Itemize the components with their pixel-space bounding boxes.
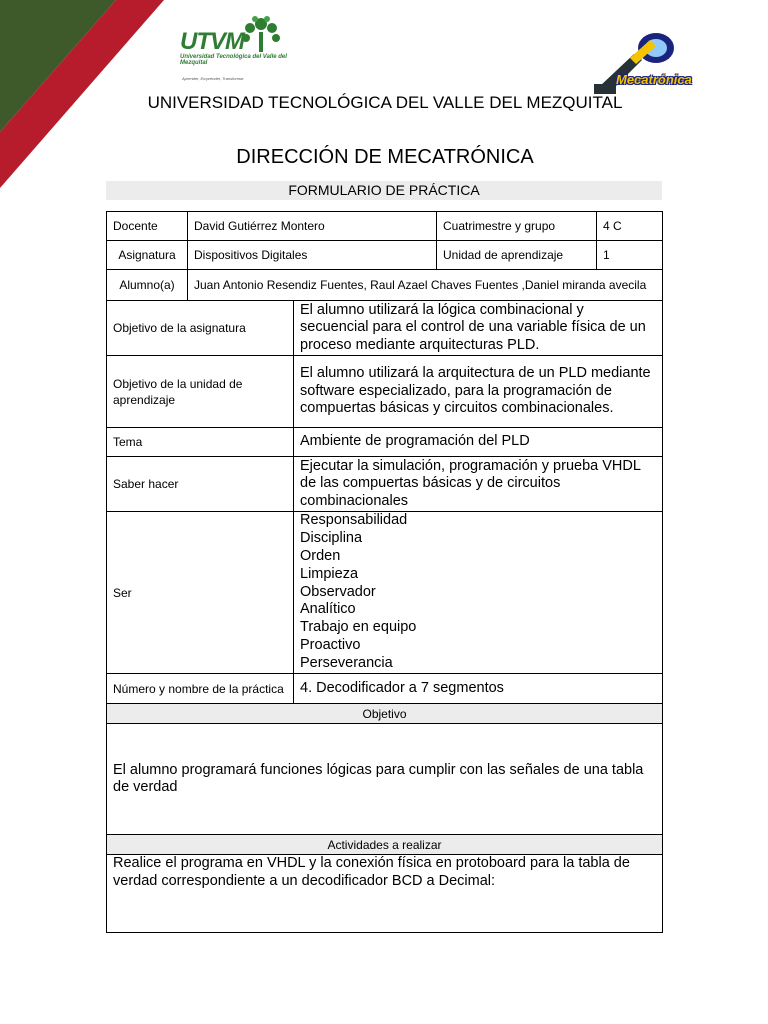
robot-arm-icon xyxy=(590,30,708,100)
direction-title: DIRECCIÓN DE MECATRÓNICA xyxy=(236,146,534,168)
objetivo-header-row xyxy=(107,704,663,724)
saber-hacer-label: Saber hacer xyxy=(107,457,294,512)
alumno-row xyxy=(107,270,663,301)
ser-item: Perseverancia xyxy=(300,654,393,671)
practice-form-table xyxy=(106,211,663,933)
utvm-logo xyxy=(176,14,288,86)
unidad-label: Unidad de aprendizaje xyxy=(437,241,597,270)
tree-icon xyxy=(238,14,284,54)
practica-row xyxy=(107,674,663,704)
utvm-slogan: Aprender, Emprender, Transformar xyxy=(182,76,244,81)
asignatura-value: Dispositivos Digitales xyxy=(188,241,437,270)
ser-label: Ser xyxy=(107,512,294,674)
alumno-value: Juan Antonio Resendiz Fuentes, Raul Azael Chaves Fuentes ,Daniel miranda avecila xyxy=(188,270,663,301)
objetivo-text: El alumno programará funciones lógicas para cumplir con las señales de una tabla de verdad xyxy=(107,724,663,835)
docente-value: David Gutiérrez Montero xyxy=(188,212,437,241)
form-title: FORMULARIO DE PRÁCTICA xyxy=(106,181,662,200)
objetivo-asignatura-label: Objetivo de la asignatura xyxy=(107,301,294,356)
objetivo-asignatura-row xyxy=(107,301,663,356)
objetivo-header: Objetivo xyxy=(107,704,663,724)
objetivo-unidad-row xyxy=(107,356,663,428)
saber-hacer-row xyxy=(107,457,663,512)
ser-item: Proactivo xyxy=(300,636,361,653)
utvm-brand: UTVM xyxy=(180,28,244,55)
actividades-text-row xyxy=(107,855,663,933)
utvm-subtitle: Universidad Tecnológica del Valle del Mezquital xyxy=(180,54,287,66)
practica-label: Número y nombre de la práctica xyxy=(107,674,294,704)
objetivo-unidad-label: Objetivo de la unidad de aprendizaje xyxy=(107,356,294,428)
ser-list xyxy=(294,512,663,674)
ser-item: Trabajo en equipo xyxy=(300,619,417,636)
tema-value: Ambiente de programación del PLD xyxy=(294,428,663,457)
ser-item: Disciplina xyxy=(300,530,363,547)
asignatura-row xyxy=(107,241,663,270)
docente-row xyxy=(107,212,663,241)
objetivo-unidad-value: El alumno utilizará la arquitectura de un PLD mediante software especializado, para la programación de compuertas básicas y circuitos combinacionales. xyxy=(294,356,663,428)
mecatronica-text: Mecatrónica xyxy=(616,72,692,87)
actividades-text: Realice el programa en VHDL y la conexión física en protoboard para la tabla de verdad correspondiente a un decodificador BCD a Decimal: xyxy=(107,855,663,933)
tema-label: Tema xyxy=(107,428,294,457)
tema-row xyxy=(107,428,663,457)
actividades-header: Actividades a realizar xyxy=(107,835,663,855)
ser-item: Analítico xyxy=(300,601,356,618)
ser-item: Orden xyxy=(300,548,341,564)
actividades-header-row xyxy=(107,835,663,855)
ser-row xyxy=(107,512,663,674)
practica-value: 4. Decodificador a 7 segmentos xyxy=(294,674,663,704)
university-title: UNIVERSIDAD TECNOLÓGICA DEL VALLE DEL MEZQUITAL xyxy=(147,93,623,112)
ser-item: Responsabilidad xyxy=(300,512,408,529)
objetivo-text-row xyxy=(107,724,663,835)
cuatrimestre-value: 4 C xyxy=(597,212,663,241)
cuatrimestre-label: Cuatrimestre y grupo xyxy=(437,212,597,241)
objetivo-asignatura-value: El alumno utilizará la lógica combinacional y secuencial para el control de una variable física de un proceso mediante arquitecturas PLD. xyxy=(294,301,663,356)
alumno-label: Alumno(a) xyxy=(107,270,188,301)
ser-item: Observador xyxy=(300,583,376,600)
mecatronica-logo xyxy=(590,30,708,100)
saber-hacer-value: Ejecutar la simulación, programación y prueba VHDL de las compuertas básicas y de circuitos combinacionales xyxy=(294,457,663,512)
asignatura-label: Asignatura xyxy=(107,241,188,270)
docente-label: Docente xyxy=(107,212,188,241)
unidad-value: 1 xyxy=(597,241,663,270)
ser-item: Limpieza xyxy=(300,565,359,582)
